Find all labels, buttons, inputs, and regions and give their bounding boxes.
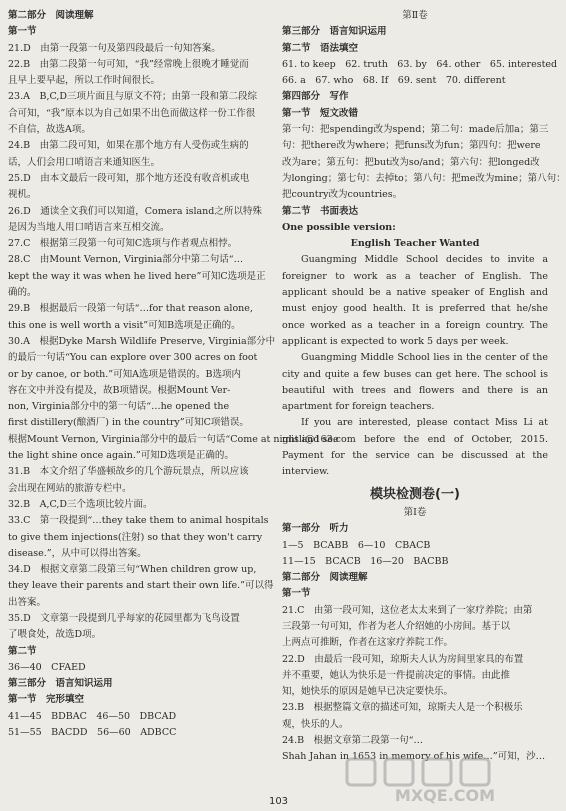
answer-line: Shah Jahan in 1653 in memory of his wife…”可知，沙… — [282, 751, 546, 763]
answer-line: 容在文中并没有提及，故B项错误。根据Mount Ver- — [8, 384, 231, 396]
answer-line: 28.C 由Mount Vernon, Virginia部分中第二句话“… — [8, 254, 244, 266]
answer-line: 确的。 — [8, 287, 37, 299]
answer-line: 31.B 本文介绍了华盛顿故乡的几个游玩景点，所以应该 — [8, 466, 249, 478]
section-heading: 第二部分 阅读理解 — [282, 572, 368, 584]
answer-line: 25.D 由本文最后一段可知，那个地方还没有收音机或电 — [8, 172, 250, 184]
page-number: 103 — [268, 796, 289, 807]
answer-line: 22.B 由第二段第一句可知，“我”经常晚上很晚才睡觉而 — [8, 58, 249, 70]
answer-line: 61. to keep 62. truth 63. by 64. other 65. interested — [282, 58, 558, 70]
answer-line: 为longing；第七句：去掉to；第八句：把me改为mine；第八句： — [282, 172, 566, 184]
section-heading: 第一节 — [8, 26, 37, 38]
answer-line: 不自信，故选A项。 — [8, 124, 91, 136]
answer-line: 24.B 根据文章第二段第一句“… — [282, 735, 423, 747]
section-heading: 第三部分 语言知识运用 — [282, 26, 387, 38]
answer-line: 改为are；第五句：把but改为so/and；第六句：把longed改 — [282, 156, 540, 168]
answer-line: 并不重要，她认为快乐是一件提前决定的事情。由此推 — [282, 669, 511, 681]
essay-paragraph: Guangming Middle School lies in the center of the city and quite a few buses can get here. The school is beautiful with trees and flowers and there is an apartment for foreign teachers. — [282, 352, 548, 413]
answer-line: 34.D 根据文章第二段第三句“When children grow up, — [8, 564, 257, 576]
right-top-section — [282, 8, 566, 236]
answer-line: first distillery(酿酒厂) in the country”可知C项错误。 — [8, 417, 249, 429]
module-title: 模块检测卷(一) — [370, 486, 460, 502]
answer-line: 1—5 BCABB 6—10 CBACB — [282, 539, 431, 551]
answer-line: disease.”，从中可以得出答案。 — [8, 547, 147, 559]
section-heading: 第二部分 阅读理解 — [8, 10, 94, 21]
answer-line: 第Ⅱ卷 — [402, 10, 428, 21]
answer-line: 23.A B,C,D三项片面且与原文不符；由第一段和第二段综 — [8, 91, 258, 103]
answer-line: 出答案。 — [8, 596, 47, 608]
right-bottom-section — [282, 505, 548, 766]
answer-line: 三段第一句可知，作者为老人介绍她的小房间。基于以 — [282, 620, 511, 632]
answer-line: 26.D 通读全文我们可以知道，Comera island之所以特殊 — [8, 205, 262, 217]
answer-line: 35.D 文章第一段提到几乎每家的花园里都为飞鸟设置 — [8, 612, 240, 624]
answer-line: to give them injections(注射) so that they won't carry — [8, 531, 263, 543]
section-heading: 第一节 短文改错 — [282, 107, 359, 119]
answer-line: 合可知，“我”原本以为自己如果不出色而做这样一份工作很 — [8, 107, 256, 119]
answer-line: 视机。 — [8, 189, 37, 201]
answer-line: 32.B A,C,D三个选项比较片面。 — [8, 498, 153, 510]
answer-line: 上两点可推断，作者在这家疗养院工作。 — [282, 637, 454, 649]
answer-line: they leave their parents and start their own life.”可以得 — [8, 580, 274, 592]
essay-paragraph: If you are interested, please contact Miss Li at misli@163.com before the end of October, 2015. Payment for the service can be discussed at the interview. — [282, 417, 548, 478]
answer-line: 24.B 由第二段可知，如果在那个地方有人受伤或生病的 — [8, 140, 249, 152]
section-heading: 第二节 书面表达 — [282, 205, 359, 217]
answer-line: 会出现在网站的旅游专栏中。 — [8, 482, 132, 494]
answer-line: 知，她快乐的原因是她早已决定要快乐。 — [282, 686, 454, 698]
answer-line: 33.C 第一段提到“…they take them to animal hospitals — [8, 515, 269, 527]
answer-line: 句：把there改为where；把funs改为fun；第四句：把were — [282, 140, 541, 152]
essay-paragraph: Guangming Middle School decides to invite a foreigner to work as a teacher of English. The applicant should be a native speaker of English and must enjoy good health. It is preferred that he/she once worked as a teacher in a foreign country. The applicant is expected to work 5 days per week. — [282, 254, 548, 347]
answer-line: non, Virginia部分中的第一句话“…he opened the — [8, 401, 230, 413]
answer-line: 22.D 由最后一段可知，琼斯夫人认为房间里家具的布置 — [282, 653, 524, 665]
answer-line: 36—40 CFAED — [8, 661, 86, 673]
section-heading: 第四部分 写作 — [282, 91, 349, 103]
answer-line: 29.B 根据最后一段第一句话“…for that reason alone, — [8, 303, 253, 315]
answer-line: 了喂食处，故选D项。 — [8, 629, 102, 641]
answer-line: 根据Mount Vernon, Virginia部分中的最后一句话“Come at night and see — [8, 433, 339, 445]
answer-line: 23.B 根据整篇文章的描述可知，琼斯夫人是一个积极乐 — [282, 702, 523, 714]
answer-line: 11—15 BCACB 16—20 BACBB — [282, 555, 449, 567]
answer-line: 的最后一句话“You can explore over 300 acres on foot — [8, 352, 258, 364]
section-heading: 第二节 — [8, 645, 37, 657]
watermark-logo — [341, 753, 551, 805]
answer-line: or by canoe, or both.”可知A选项是错误的。B选项内 — [8, 368, 241, 380]
section-heading: 第一部分 听力 — [282, 523, 349, 535]
watermark-text: MXQE.COM — [394, 786, 496, 805]
answer-line: 观，快乐的人。 — [282, 718, 349, 730]
right-column — [282, 8, 566, 766]
answer-line: 21.D 由第一段第一句及第四段最后一句知答案。 — [8, 42, 221, 54]
answer-line: 第Ⅰ卷 — [403, 506, 427, 518]
answer-line: 话，人们会用口哨语言来通知医生。 — [8, 156, 161, 168]
answer-line: kept the way it was when he lived here”可知C选项是正 — [8, 270, 266, 282]
essay-title: English Teacher Wanted — [350, 238, 480, 250]
section-heading: 第一节 — [282, 588, 311, 600]
sample-essay — [282, 236, 548, 480]
answer-line: 21.C 由第一段可知，这位老太太来到了一家疗养院；由第 — [282, 604, 533, 616]
answer-line: 第一句：把spending改为spend；第二句：made后加a；第三 — [282, 124, 549, 136]
answer-line: 41—45 BDBAC 46—50 DBCAD — [8, 710, 177, 722]
answer-line: 30.A 根据Dyke Marsh Wildlife Preserve, Virginia部分中 — [8, 335, 276, 347]
answer-line: 把country改为countries。 — [282, 189, 403, 201]
answer-line: the light shine once again.”可知D选项是正确的。 — [8, 450, 234, 462]
section-heading: 第一节 完形填空 — [8, 694, 85, 706]
answer-line: 66. a 67. who 68. If 69. sent 70. different — [282, 75, 506, 87]
section-heading: 第三部分 语言知识运用 — [8, 678, 113, 690]
answer-line: One possible version: — [282, 221, 396, 233]
answer-line: 是因为当地人用口哨语言来互相交流。 — [8, 221, 170, 233]
answer-line: 且早上要早起，所以工作时间很长。 — [8, 75, 161, 87]
section-heading: 第二节 语法填空 — [282, 42, 359, 54]
answer-line: 27.C 根据第三段第一句可知C选项与作者观点相悖。 — [8, 238, 238, 250]
answer-line: 51—55 BACDD 56—60 ADBCC — [8, 727, 177, 739]
answer-line: this one is well worth a visit”可知B选项是正确的。 — [8, 319, 241, 331]
